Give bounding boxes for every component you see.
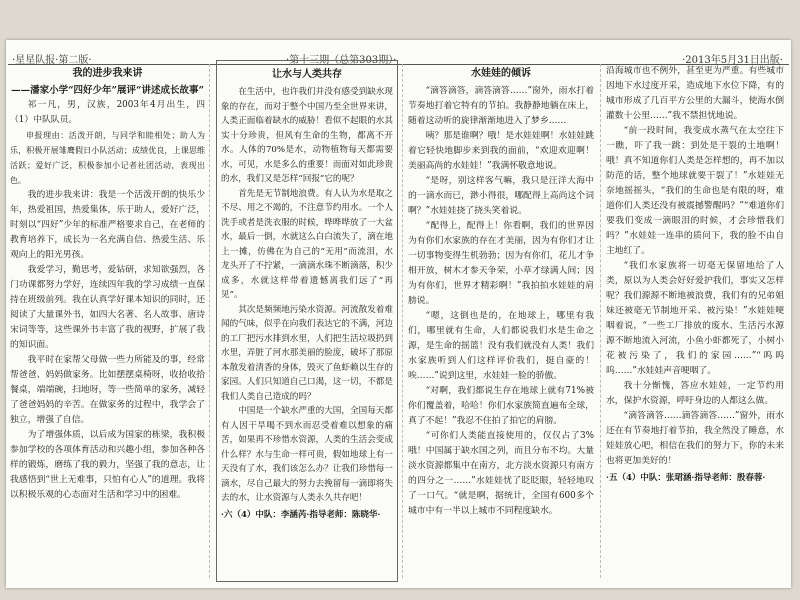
- newspaper-page: [6, 40, 791, 588]
- column-divider: [209, 64, 210, 578]
- header-section: ·星星队报·第二版·: [12, 55, 92, 66]
- article-title: 我的进步我来讲: [72, 68, 143, 79]
- article-subtitle: ——潘家小学“四好少年”展评“讲述成长故事”: [11, 85, 204, 96]
- article-paragraph: 咦？那是谁啊？哦！是水娃娃啊！水娃娃跳着它轻快地脚步来到我的面前，“欢迎欢迎啊！美丽高尚的水娃娃！”我满怀敬意地说。: [408, 131, 594, 171]
- header-issue: ·第十三期（总第303期）·: [286, 55, 397, 66]
- article-paragraph: 为了增强体质，以后成为国家的栋梁，我积极参加学校的各项体育活动和兴趣小组，参加各种各样的锻炼，磨练了我的毅力，坚强了我的意志，让我感悟到“世上无难事，只怕有心人”的道理。我将以积极乐观的心态面对生活和学习中的困难。: [10, 430, 205, 500]
- article-reason: 申报理由：活泼开朗，与同学和睦相处；助人为乐，积极开展雏鹰假日小队活动；成绩优良，上课思维活跃；爱好广泛，积极参加小记者社团活动，表现出色。: [10, 131, 205, 185]
- article-water-coexist: [216, 60, 398, 582]
- article-byline: ·五（4）中队：张珺涵·指导老师：殷春蓉·: [606, 473, 766, 483]
- article-paragraph: “滴答滴答，滴答滴答……”窗外，雨水打着节奏地打着它特有的节拍。我静静地躺在床上，随着这动听的旋律渐渐地进入了梦乡……: [408, 86, 594, 126]
- article-title: 水娃娃的倾诉: [471, 68, 531, 79]
- article-paragraph: “我们水家族将一切毫无保留地给了人类，原以为人类会好好爱护我们，事实又怎样呢？我们源源不断地被浪费，我们有的兄弟姐妹还被毫无节制地开采、被污染！”水娃娃哽咽着说，“一些工厂排放的废水、生活污水源源不断地流入河流，小鱼小虾都死了，小树小花被污染了，我们的家园……”“呜呜呜……”水娃娃声音哽咽了。: [606, 261, 784, 376]
- article-paragraph: “是呀，别这样客气嘛，我只是汪洋大海中的一滴水而已，渺小得很，哪配得上高尚这个词啊？”水娃娃挠了挠头笑着说。: [408, 176, 594, 216]
- article-paragraph: “对啊，我们都说生存在地球上就有71%被你们覆盖着，哈哈！你们水家族简直遍布全球，真了不起！”我忍不住拍了拍它的肩膀。: [408, 386, 594, 426]
- article-title: 让水与人类共存: [272, 69, 342, 80]
- article-paragraph: “滴答滴答……滴答滴答……”窗外，雨水还在有节奏地打着节拍，我全然没了睡意，水娃娃放心吧，相信在我们的努力下，你的未来也将更加美好的！: [606, 411, 784, 466]
- article-paragraph: “配得上，配得上！你看啊，我们的世界因为有你们水家族的存在才美丽，因为有你们才让一切事物变得生机勃勃；因为有你们，花儿才争相开放，树木才参天争荣，小草才绿满人间；因为有你们，世界才精彩啊！”我拍拍水娃娃的肩膀说。: [408, 221, 594, 306]
- article-progress: [10, 64, 205, 578]
- article-paragraph: 其次是频频地污染水资源。河流散发着难闻的气味，似乎在向我们表达它的不满，河边的工厂把污水排到水里，人们把生活垃圾扔到水里，弄脏了河水那美丽的脸庞，破坏了那原本散发着清香的身体，毁灭了鱼虾赖以生存的家园。人们只知道自己口渴，这一切，不都是我们人类自己造成的吗？: [221, 304, 393, 402]
- article-paragraph: 我的进步我来讲：我是一个活泼开朗的快乐少年，热爱祖国，热爱集体，乐于助人，爱好广泛，时刻以“四好”少年的标准严格要求自己，在老师的教育培养下，成长为一名充满自信、热爱生活、乐观向上的阳光男孩。: [10, 190, 205, 260]
- article-paragraph: 我爱学习，勤思考，爱钻研，求知欲强烈，各门功课都努力学好，连续四年我的学习成绩一直保持在班级前列。我在认真学好课本知识的同时，还阅读了大量课外书，如四大名著、名人故事、唐诗宋词等等，这些课外书丰富了我的视野，扩展了我的知识面。: [10, 265, 205, 350]
- column-divider: [402, 64, 403, 578]
- column-divider: [600, 64, 601, 578]
- article-paragraph: “前一段时间，我变成水蒸气在太空往下一瞧，吓了我一跳：到处是干裂的土地啊！哦！真不知道你们人类是怎样想的，再不加以防范的话，整个地球就要干裂了！”水娃娃无奈地摇摇头，“我们的生命也是有限的呀，难道你们人类还没有被震撼警醒吗？”“难道你们要我们变成一滴眼泪的时候，才会珍惜我们吗？”水娃娃一连串的质问下，我的脸不由自主地红了。: [606, 126, 784, 256]
- article-paragraph: 我十分惭愧，答应水娃娃，一定节约用水，保护水资源，呼吁身边的人都这么做。: [606, 381, 784, 406]
- article-water-doll: [408, 64, 594, 578]
- article-paragraph: 首先是无节制地浪费。有人认为水是取之不尽、用之不竭的，不注意节约用水。一个人洗手或者是洗衣服的时候，哗哗哗放了一大盆水，最后一倒，水就这么白白流失了，滴在地上一摊，仿佛在为自己的“无用”而流泪，水龙头开了不拧紧，一滴滴水珠不断滴落，积少成多，水就这样带着遗憾离我们远了“再见”。: [221, 188, 393, 300]
- article-paragraph: “可你们人类能直接使用的，仅仅占了3%哦！中国属于缺水国之列，而且分布不均。大量淡水资源都集中在南方，北方淡水资源只有南方的四分之一……”水娃娃忧了眨眨眼，轻轻地叹了一口气。“就是啊，据统计，全国有600多个城市中有一半以上城市不同程度缺水。: [408, 431, 594, 516]
- article-paragraph: “嗯，这倒也是的，在地球上，哪里有我们，哪里就有生命，人们都说我们水是生命之源，是生命的摇篮！没有我们就没有人类！我们水家族听到人们这样评价我们，挺自豪的！唉……”说到这里，水娃娃一脸的骄傲。: [408, 311, 594, 381]
- article-intro: 祁一凡，男，汉族，2003年4月出生，四（1）中队队员。: [10, 100, 205, 125]
- header-date: ·2013年5月31日出版·: [682, 55, 783, 66]
- article-paragraph: 沿海城市也不例外，甚至更为严重。有些城市因地下水过度开采，造成地下水位下降，有的城市形成了几百平方公里的大漏斗，使海水倒灌数十公里……”我不禁担忧地说。: [606, 66, 784, 121]
- article-byline: ·六（4）中队：李涵芮·指导老师：陈晓华·: [221, 509, 381, 520]
- article-paragraph: 中国是一个缺水严重的大国，全国每天都有人因干旱喝不到水而忍受着难以想象的痛苦，如果再不珍惜水资源，人类的生活会变成什么样？水与生命一样可贵，假如地球上有一天没有了水，我们该怎么办？让我们珍惜每一滴水，尽自己最大的努力去挽留每一滴即将失去的水，让水资源与人类永久共存吧！: [221, 406, 393, 503]
- article-paragraph: 在生活中，也许我们并没有感受到缺水现象的存在，而对于整个中国乃至全世界来讲，人类正面临着缺水的威胁！看似不起眼的水其实十分珍贵，但风有生命的生物，都离不开水。人体的70%是水，动物植物每天都需要水，可见，水是多么的重要！而面对如此珍贵的水，我们又是怎样“回报”它的呢？: [221, 87, 393, 184]
- article-water-doll-continued: [606, 64, 784, 578]
- article-paragraph: 我平时在家帮父母做一些力所能及的事，经常帮爸爸、妈妈做家务。比如摆摆桌椅呀，收拾收拾餐桌，端端碗，扫地呀，等一些简单的家务，减轻了爸爸妈妈的辛苦。在做家务的过程中，我学会了独立，增强了自信。: [10, 355, 205, 425]
